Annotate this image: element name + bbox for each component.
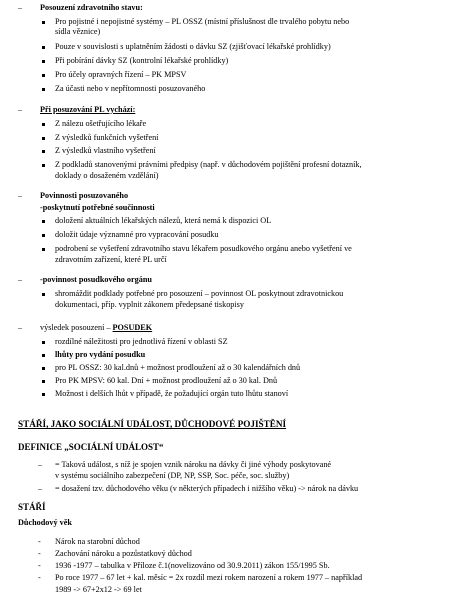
list-item: Při pobírání dávky SZ (kontrolní lékařské prohlídky) bbox=[55, 56, 229, 65]
list-item: Po roce 1977 – 67 let + kal. měsíc = 2x rozdíl mezi rokem narození a rokem 1977 – například bbox=[55, 573, 363, 582]
list-item-continuation: doklady o dosaženém vzdělání) bbox=[55, 171, 159, 180]
posudek-label: POSUDEK bbox=[112, 323, 153, 332]
bullet-icon bbox=[42, 137, 45, 140]
definice-heading: DEFINICE „SOCIÁLNÍ UDÁLOST“ bbox=[18, 442, 164, 452]
dash-bullet: – bbox=[38, 484, 43, 493]
dash-bullet: – bbox=[18, 275, 23, 284]
bullet-icon bbox=[42, 46, 45, 49]
dash-bullet: – bbox=[18, 191, 23, 200]
bullet-icon bbox=[42, 74, 45, 77]
bullet-icon bbox=[42, 220, 45, 223]
list-item: rozdílné náležitosti pro jednotlivá řízení v oblasti SZ bbox=[55, 337, 228, 346]
dash-bullet: - bbox=[38, 561, 41, 570]
bullet-icon bbox=[42, 248, 45, 251]
list-item: podrobení se vyšetření zdravotního stavu lékařem posudkového orgánu anebo vyšetření ve bbox=[55, 244, 352, 253]
dash-bullet: – bbox=[18, 105, 23, 114]
list-item: Z nálezu ošetřujícího lékaře bbox=[55, 119, 147, 128]
definice-line: v systému sociálního zabezpečení (DP, NP, SSP, Soc. péče, soc. služby) bbox=[55, 471, 290, 480]
list-item-bold: lhůty pro vydání posudku bbox=[55, 350, 146, 359]
bullet-icon bbox=[42, 380, 45, 383]
bullet-icon bbox=[42, 60, 45, 63]
posudek-prefix: výsledek posouzení – bbox=[40, 323, 113, 332]
list-item-continuation: sídla věznice) bbox=[55, 27, 101, 36]
list-item: Možnost i delších lhůt v případě, že požadující orgán tuto lhůtu stanoví bbox=[55, 389, 289, 398]
list-item: Pouze v souvislosti s uplatněním žádosti o dávku SZ (zjišťovací lékařské prohlídky) bbox=[55, 42, 331, 51]
dash-bullet: - bbox=[38, 573, 41, 582]
dash-bullet: – bbox=[38, 460, 43, 469]
bullet-icon bbox=[42, 150, 45, 153]
list-item: Pro pojistné i nepojistné systémy – PL OSSZ (místní příslušnost dle trvalého pobytu nebo bbox=[55, 17, 350, 26]
list-item: doložení aktuálních lékařských nálezů, která nemá k dispozici OL bbox=[55, 216, 272, 225]
bullet-icon bbox=[42, 293, 45, 296]
stari-heading: STÁŘÍ bbox=[18, 502, 46, 512]
section-title-povinnosti: Povinnosti posuzovaného bbox=[40, 191, 129, 200]
bullet-icon bbox=[42, 21, 45, 24]
list-item: Z výsledků vlastního vyšetření bbox=[55, 146, 156, 155]
dash-bullet: – bbox=[18, 3, 23, 12]
list-item-continuation: dokumentaci, příp. vyplnit zákonem předepsané tiskopisy bbox=[55, 300, 244, 309]
list-item: 1936 -1977 – tabulka v Příloze č.1(novelizováno od 30.9.2011) zákon 155/1995 Sb. bbox=[55, 561, 330, 570]
list-item-continuation: zdravotním zařízení, které PL určí bbox=[55, 255, 167, 264]
bullet-icon bbox=[42, 393, 45, 396]
definice-line: = dosažení tzv. důchodového věku (v některých případech i nižšího věku) -> nárok na dávku bbox=[55, 484, 359, 493]
bullet-icon bbox=[42, 367, 45, 370]
section-title-vychazi: Při posuzování PL vychází: bbox=[40, 105, 136, 114]
subsection-title: -povinnost posudkového orgánu bbox=[40, 275, 152, 284]
bullet-icon bbox=[42, 164, 45, 167]
section-title-posouzeni: Posouzení zdravotního stavu: bbox=[40, 3, 143, 12]
bullet-icon bbox=[42, 354, 45, 357]
subsection-title: -poskytnutí potřebné součinnosti bbox=[40, 203, 155, 212]
bullet-icon bbox=[42, 88, 45, 91]
list-item: shromáždit podklady potřebné pro posouzení – povinnost OL poskytnout zdravotnickou bbox=[55, 289, 344, 298]
list-item: doložit údaje významné pro vypracování posudku bbox=[55, 230, 219, 239]
list-item-continuation: 1989 -> 67+2x12 -> 69 let bbox=[55, 585, 142, 594]
posudek-line bbox=[40, 323, 152, 333]
list-item: Za účasti nebo v nepřítomnosti posuzovaného bbox=[55, 84, 206, 93]
bullet-icon bbox=[42, 234, 45, 237]
list-item: Pro PK MPSV: 60 kal. Dní + možnost prodloužení až o 30 kal. Dnů bbox=[55, 376, 278, 385]
dash-bullet: - bbox=[38, 549, 41, 558]
dash-bullet: – bbox=[18, 323, 23, 332]
dash-bullet: - bbox=[38, 537, 41, 546]
bullet-icon bbox=[42, 123, 45, 126]
stari-subheading: Důchodový věk bbox=[18, 518, 72, 527]
definice-line: = Taková událost, s níž je spojen vznik nároku na dávky či jiné výhody poskytované bbox=[55, 460, 332, 469]
list-item: Pro účely opravných řízení – PK MPSV bbox=[55, 70, 187, 79]
list-item: Z podkladů stanovenými právními předpisy (např. v důchodovém pojištění profesní dotazník, bbox=[55, 160, 362, 169]
list-item: Zachování nároku a pozůstatkový důchod bbox=[55, 549, 192, 558]
list-item: pro PL OSSZ: 30 kal.dnů + možnost prodloužení až o 30 kalendářních dnů bbox=[55, 363, 301, 372]
list-item: Nárok na starobní důchod bbox=[55, 537, 140, 546]
chapter-heading: STÁŘÍ, JAKO SOCIÁLNÍ UDÁLOST, DŮCHODOVÉ POJIŠTĚNÍ bbox=[18, 419, 287, 429]
bullet-icon bbox=[42, 341, 45, 344]
list-item: Z výsledků funkčních vyšetření bbox=[55, 133, 159, 142]
